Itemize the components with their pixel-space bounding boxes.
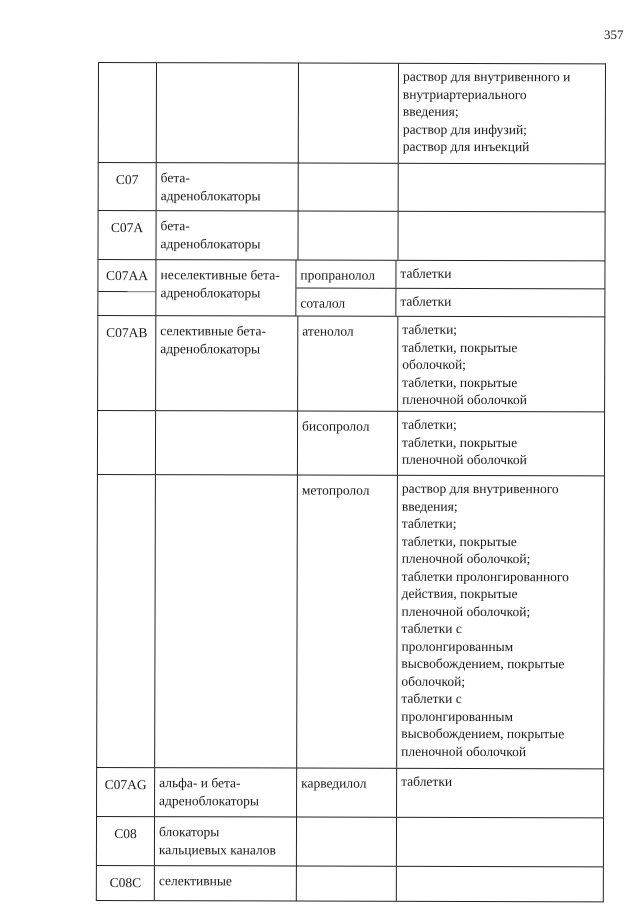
atc-code-cell: C08C: [97, 866, 155, 900]
group-name-cell: неселективные бета- адреноблокаторы: [156, 260, 296, 315]
atc-code-cell: [97, 475, 156, 767]
atc-code-cell: C08: [97, 817, 155, 865]
group-name-cell: [156, 411, 298, 474]
table-row: [96, 865, 604, 902]
drug-name-cell: [298, 212, 398, 260]
group-name-cell: бета- адреноблокаторы: [157, 163, 299, 210]
dosage-form-cell: таблетки: [400, 293, 452, 309]
table-subrow: [296, 261, 604, 289]
drug-table: [96, 62, 606, 902]
atc-code-cell: [99, 63, 157, 162]
dosage-form-cell: таблетки: [400, 265, 452, 281]
group-name-cell: блокаторы кальциевых каналов: [155, 817, 297, 865]
group-name-cell: альфа- и бета- адреноблокаторы: [155, 768, 297, 816]
table-row: [96, 474, 605, 768]
drug-subrows: [296, 261, 604, 317]
drug-name-cell: карведилол: [297, 769, 397, 817]
atc-code-cell: C07: [99, 163, 157, 210]
dosage-form-cell: [397, 818, 603, 867]
atc-code-cell: C07A: [98, 211, 156, 259]
group-name-cell: селективные: [155, 866, 297, 900]
drug-name-cell: соталол: [296, 289, 396, 316]
table-row: [96, 767, 604, 817]
group-name-cell: бета- адреноблокаторы: [156, 211, 298, 259]
table-row: [97, 259, 605, 316]
drug-name-cell: [299, 164, 399, 211]
dosage-form-cell: [399, 164, 605, 212]
group-name-cell: [155, 475, 298, 767]
table-row: [97, 210, 605, 260]
dosage-form-cell: [398, 212, 604, 261]
atc-code-empty: [98, 291, 155, 315]
drug-name-cell: [297, 818, 397, 866]
dosage-form-cell: таблетки; таблетки, покрытые пленочной оболочкой: [401, 416, 527, 468]
dosage-form-cell: раствор для внутривенного введения; таблетки; таблетки, покрытые пленочной оболочкой; таблетки пролонгированного действия, покрытые пленочной оболочкой; таблетки с пролонгированным высвобождением, покрытые оболочкой; таблетки с пролонгированным высвобождением, покрытые пленочной оболочкой: [401, 480, 569, 759]
drug-name-cell: пропранолол: [296, 261, 396, 288]
dosage-form-cell: таблетки; таблетки, покрытые оболочкой; таблетки, покрытые пленочной оболочкой: [402, 321, 528, 408]
atc-code-cell: [98, 411, 156, 474]
atc-code-cell: C07AG: [97, 768, 155, 816]
table-row: [98, 62, 606, 163]
drug-name-cell: бисопролол: [298, 412, 398, 475]
dosage-form-cell: раствор для внутривенного и внутриартериального введения; раствор для инфузий; раствор для инъекций: [402, 68, 571, 155]
table-row: [98, 162, 606, 211]
atc-code: C07AA: [105, 268, 149, 284]
atc-code-cell: C07AB: [98, 316, 156, 410]
atc-code-cell: [98, 260, 156, 315]
drug-name-cell: метопролол: [297, 476, 398, 768]
table-row: [97, 410, 605, 475]
page-number: 357: [604, 27, 624, 42]
drug-name-cell: [299, 64, 399, 163]
group-name-cell: селективные бета- адреноблокаторы: [156, 316, 298, 410]
dosage-form-cell: [397, 867, 603, 902]
dosage-form-cell: таблетки: [401, 773, 453, 789]
drug-name-cell: атенолол: [298, 317, 398, 411]
table-subrow: [296, 288, 604, 317]
table-row: [97, 315, 605, 411]
table-row: [96, 816, 604, 866]
group-name-cell: [157, 63, 299, 162]
drug-name-cell: [297, 867, 397, 901]
